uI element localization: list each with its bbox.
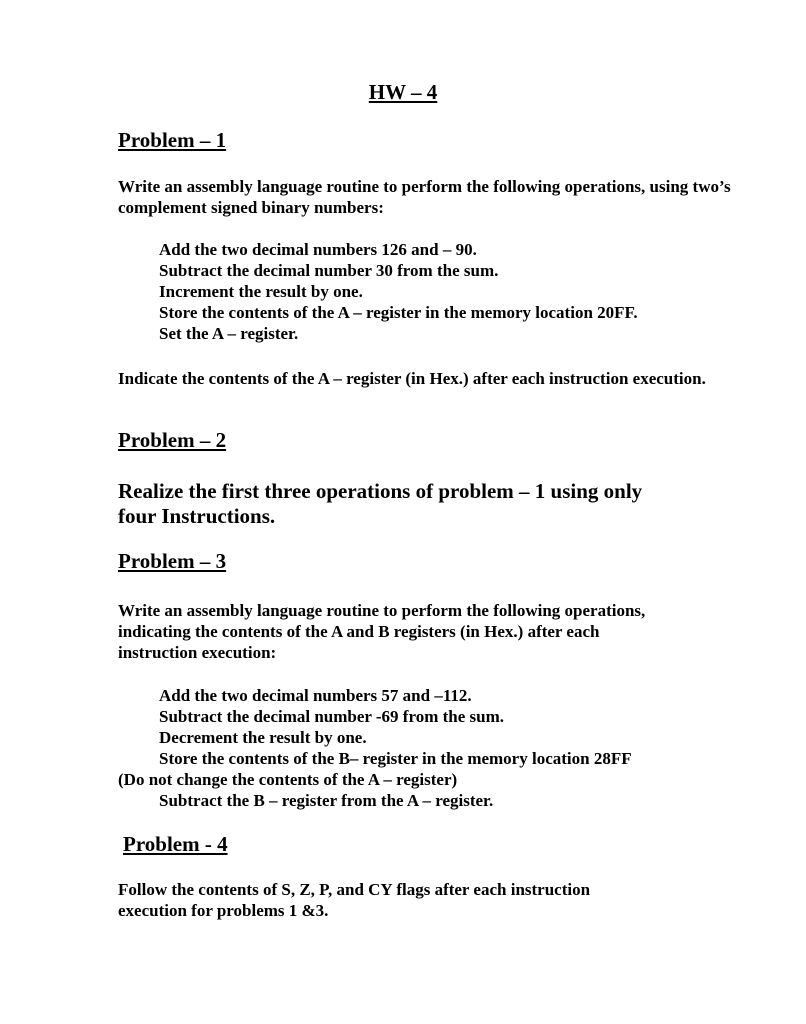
problem-4-heading: Problem - 4 [123, 832, 228, 856]
document-title: HW – 4 [368, 80, 438, 104]
problem-3-paren-note: (Do not change the contents of the A – register) [118, 770, 458, 789]
list-item: Store the contents of the B– register in the memory location 28FF [159, 749, 632, 768]
list-item: Add the two decimal numbers 57 and –112. [159, 686, 472, 705]
list-item: Add the two decimal numbers 126 and – 90. [159, 240, 477, 259]
problem-1-steps [159, 239, 638, 344]
list-item: Decrement the result by one. [159, 728, 367, 747]
problem-3-steps [159, 685, 632, 769]
list-item: Subtract the decimal number -69 from the sum. [159, 707, 505, 726]
problem-2-text: Realize the first three operations of problem – 1 using only four Instructions. [118, 479, 643, 528]
problem-2-heading: Problem – 2 [118, 428, 227, 452]
list-item: Subtract the decimal number 30 from the sum. [159, 261, 499, 280]
list-item: Set the A – register. [159, 324, 299, 343]
list-item: Store the contents of the A – register in the memory location 20FF. [159, 303, 638, 322]
problem-1-intro: Write an assembly language routine to perform the following operations, using two’s complement signed binary numbers: [118, 177, 731, 217]
problem-1-note: Indicate the contents of the A – register (in Hex.) after each instruction execution. [118, 369, 706, 388]
problem-3-final-step: Subtract the B – register from the A – register. [159, 791, 494, 810]
problem-3-heading: Problem – 3 [118, 549, 227, 573]
problem-1-heading: Problem – 1 [118, 128, 227, 152]
list-item: Increment the result by one. [159, 282, 363, 301]
problem-3-intro: Write an assembly language routine to perform the following operations, indicating the contents of the A and B registers (in Hex.) after each instruction execution: [118, 601, 646, 662]
problem-4-text: Follow the contents of S, Z, P, and CY flags after each instruction execution for problems 1 &3. [118, 880, 591, 920]
